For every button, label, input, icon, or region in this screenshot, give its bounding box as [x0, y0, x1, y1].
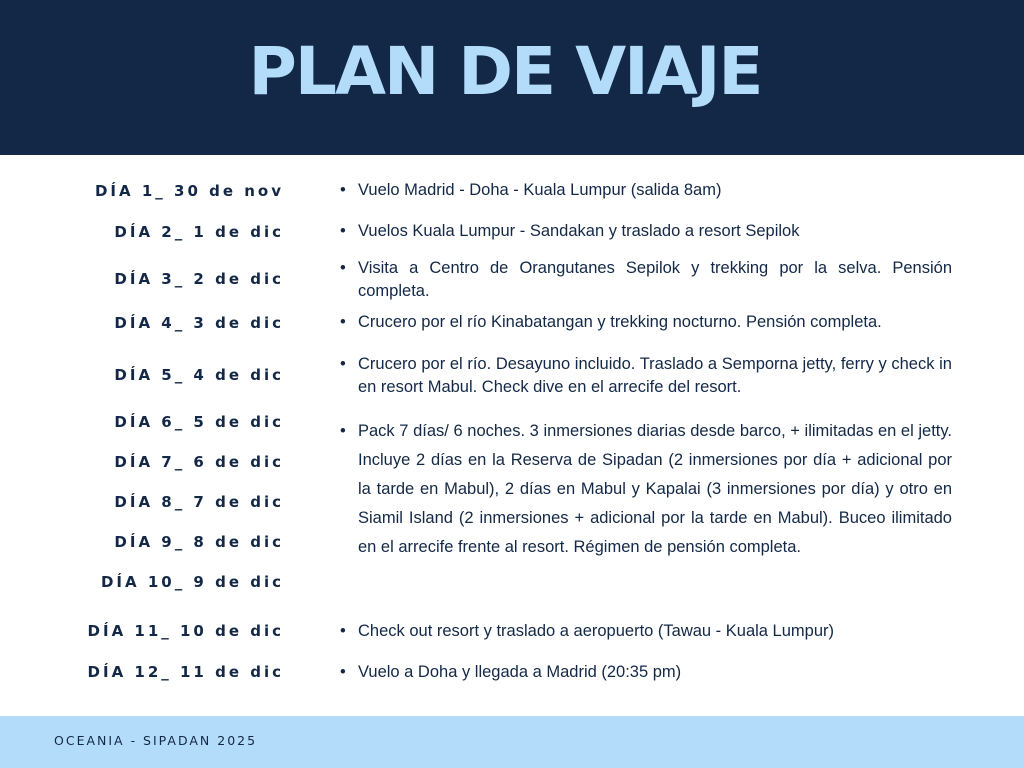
day-label-8: DÍA 8_ 7 de dic	[114, 493, 284, 511]
bullet-icon: •	[340, 422, 346, 440]
activity-text: Vuelo a Doha y llegada a Madrid (20:35 pm)	[358, 663, 682, 681]
activity-text: Vuelo Madrid - Doha - Kuala Lumpur (salida 8am)	[358, 181, 722, 199]
activity-item	[340, 620, 952, 643]
day-label-6: DÍA 6_ 5 de dic	[114, 413, 284, 431]
day-label-11: DÍA 11_ 10 de dic	[87, 622, 284, 640]
bullet-icon: •	[340, 355, 346, 373]
bullet-icon: •	[340, 181, 346, 199]
bullet-icon: •	[340, 259, 346, 277]
bullet-icon: •	[340, 222, 346, 240]
header-band	[0, 0, 1024, 155]
day-label-2: DÍA 2_ 1 de dic	[114, 223, 284, 241]
activity-text: Vuelos Kuala Lumpur - Sandakan y traslado a resort Sepilok	[358, 222, 800, 240]
activity-text: Check out resort y traslado a aeropuerto (Tawau - Kuala Lumpur)	[358, 622, 834, 640]
day-label-4: DÍA 4_ 3 de dic	[114, 314, 284, 332]
day-label-12: DÍA 12_ 11 de dic	[87, 663, 284, 681]
day-label-10: DÍA 10_ 9 de dic	[100, 573, 284, 591]
bullet-icon: •	[340, 663, 346, 681]
footer-text: OCEANIA - SIPADAN 2025	[54, 733, 258, 748]
footer-band	[0, 716, 1024, 768]
bullet-icon: •	[340, 313, 346, 331]
activity-text: Visita a Centro de Orangutanes Sepilok y trekking por la selva. Pensión completa.	[358, 259, 952, 300]
bullet-icon: •	[340, 622, 346, 640]
day-label-9: DÍA 9_ 8 de dic	[114, 533, 284, 551]
page-title: PLAN DE VIAJE	[248, 33, 762, 110]
activity-text: Pack 7 días/ 6 noches. 3 inmersiones diarias desde barco, + ilimitadas en el jetty. Incluye 2 días en la Reserva de Sipadan (2 inmersiones por día + adicional por la tarde en Mabul), 2 días en Mabul y Kapalai (3 inmersiones por día) y otro en Siamil Island (2 inmersiones + adicional por la tarde en Mabul). Buceo ilimitado en el arrecife frente al resort. Régimen de pensión completa.	[358, 422, 952, 556]
day-label-7: DÍA 7_ 6 de dic	[114, 453, 284, 471]
activity-text: Crucero por el río Kinabatangan y trekking nocturno. Pensión completa.	[358, 313, 882, 331]
day-label-1: DÍA 1_ 30 de nov	[94, 182, 284, 200]
activity-item	[340, 220, 952, 243]
activity-item	[340, 661, 952, 684]
day-label-3: DÍA 3_ 2 de dic	[114, 270, 284, 288]
activity-item	[340, 179, 952, 202]
activity-item	[340, 257, 952, 303]
activity-item	[340, 353, 952, 399]
activity-item	[340, 311, 952, 334]
day-label-5: DÍA 5_ 4 de dic	[114, 366, 284, 384]
activity-item	[340, 417, 952, 562]
activity-text: Crucero por el río. Desayuno incluido. Traslado a Semporna jetty, ferry y check in en resort Mabul. Check dive en el arrecife del resort.	[358, 355, 952, 396]
